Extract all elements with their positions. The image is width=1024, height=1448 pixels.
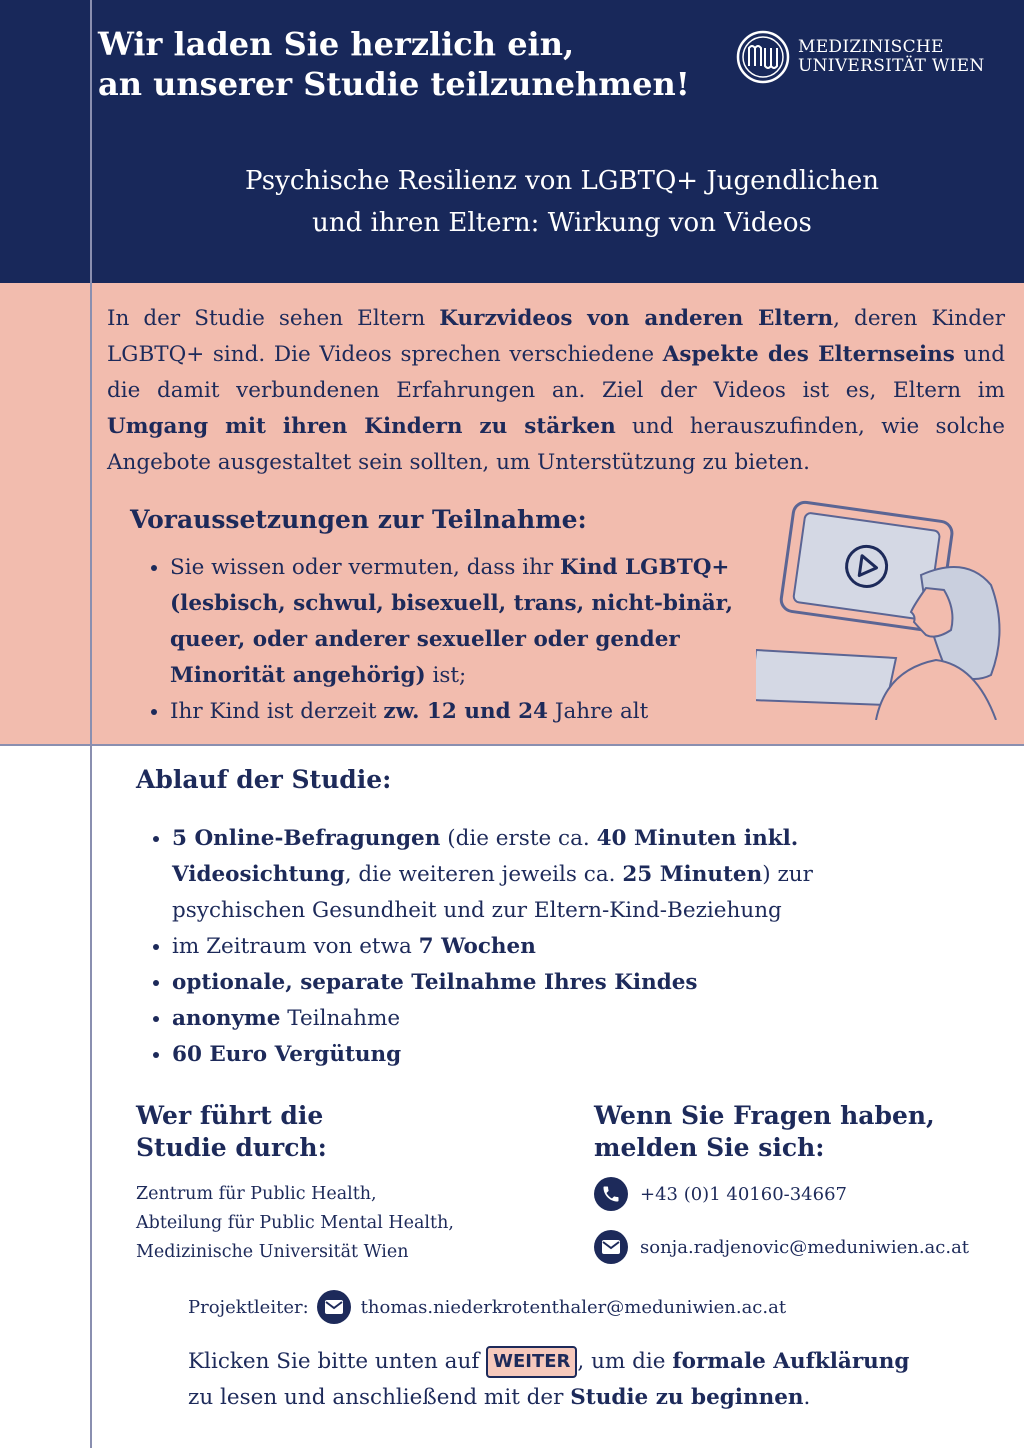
weiter-button[interactable]: WEITER <box>486 1346 577 1378</box>
university-name: MEDIZINISCHE UNIVERSITÄT WIEN <box>798 37 985 76</box>
study-title: Psychische Resilienz von LGBTQ+ Jugendlichen und ihren Eltern: Wirkung von Videos <box>245 166 879 238</box>
project-lead-label: Projektleiter: <box>188 1296 309 1318</box>
list-item: • 5 Online-Befragungen (die erste ca. 40 Minuten inkl. Videosichtung, die weiteren jeweils ca. 25 Minuten) zur psychischen Gesundheit und zur Eltern-Kind-Beziehung <box>172 821 932 929</box>
institution-text: Zentrum für Public Health, Abteilung für Public Mental Health, Medizinische Universität Wien <box>136 1184 454 1262</box>
invitation-headline: Wir laden Sie herzlich ein, an unserer Studie teilzunehmen! <box>98 25 690 103</box>
requirements-list <box>140 550 790 730</box>
person-watching-video-illustration <box>756 500 1006 720</box>
list-item: • im Zeitraum von etwa 7 Wochen <box>172 929 932 965</box>
requirements-heading: Voraussetzungen zur Teilnahme: <box>130 505 587 534</box>
contact-heading: Wenn Sie Fragen haben, melden Sie sich: <box>594 1101 935 1162</box>
email-address[interactable]: sonja.radjenovic@meduniwien.ac.at <box>640 1236 970 1258</box>
list-item: • optionale, separate Teilnahme Ihres Kindes <box>172 965 932 1001</box>
procedure-list <box>142 821 932 1073</box>
envelope-icon <box>594 1230 628 1264</box>
project-lead-email[interactable]: thomas.niederkrotenthaler@meduniwien.ac.at <box>360 1296 787 1318</box>
phone-number[interactable]: +43 (0)1 40160-34667 <box>640 1183 847 1205</box>
university-logo <box>736 30 985 84</box>
project-lead <box>188 1290 786 1324</box>
margin-line <box>90 0 92 1448</box>
contact-phone[interactable] <box>594 1177 847 1211</box>
envelope-icon <box>317 1290 351 1324</box>
header-banner <box>0 0 1024 283</box>
call-to-action: Klicken Sie bitte unten auf WEITER , um die formale Aufklärung zu lesen und anschließend mit der Studie zu beginnen. <box>188 1344 909 1416</box>
phone-icon <box>594 1177 628 1211</box>
list-item: • Sie wissen oder vermuten, dass ihr Kind LGBTQ+ (lesbisch, schwul, bisexuell, trans, nicht-binär, queer, oder anderer sexueller oder gender Minorität angehörig) ist; <box>170 550 790 694</box>
procedure-heading: Ablauf der Studie: <box>136 765 392 794</box>
conductor-heading: Wer führt die Studie durch: <box>136 1101 327 1162</box>
section-divider <box>0 744 1024 746</box>
list-item: • Ihr Kind ist derzeit zw. 12 und 24 Jahre alt <box>170 694 790 730</box>
university-logo-icon <box>736 30 790 84</box>
contact-email[interactable] <box>594 1230 969 1264</box>
list-item: • anonyme Teilnahme <box>172 1001 932 1037</box>
list-item: • 60 Euro Vergütung <box>172 1037 932 1073</box>
intro-paragraph: In der Studie sehen Eltern Kurzvideos von anderen Eltern, deren Kinder LGBTQ+ sind. Die Videos sprechen verschiedene Aspekte des Elternseins und die damit verbundenen Erfahrungen an. Ziel der Videos ist es, Eltern im Umgang mit ihren Kindern zu stärken und herauszufinden, wie solche Angebote ausgestaltet sein sollten, um Unterstützung zu bieten. <box>107 306 1006 475</box>
